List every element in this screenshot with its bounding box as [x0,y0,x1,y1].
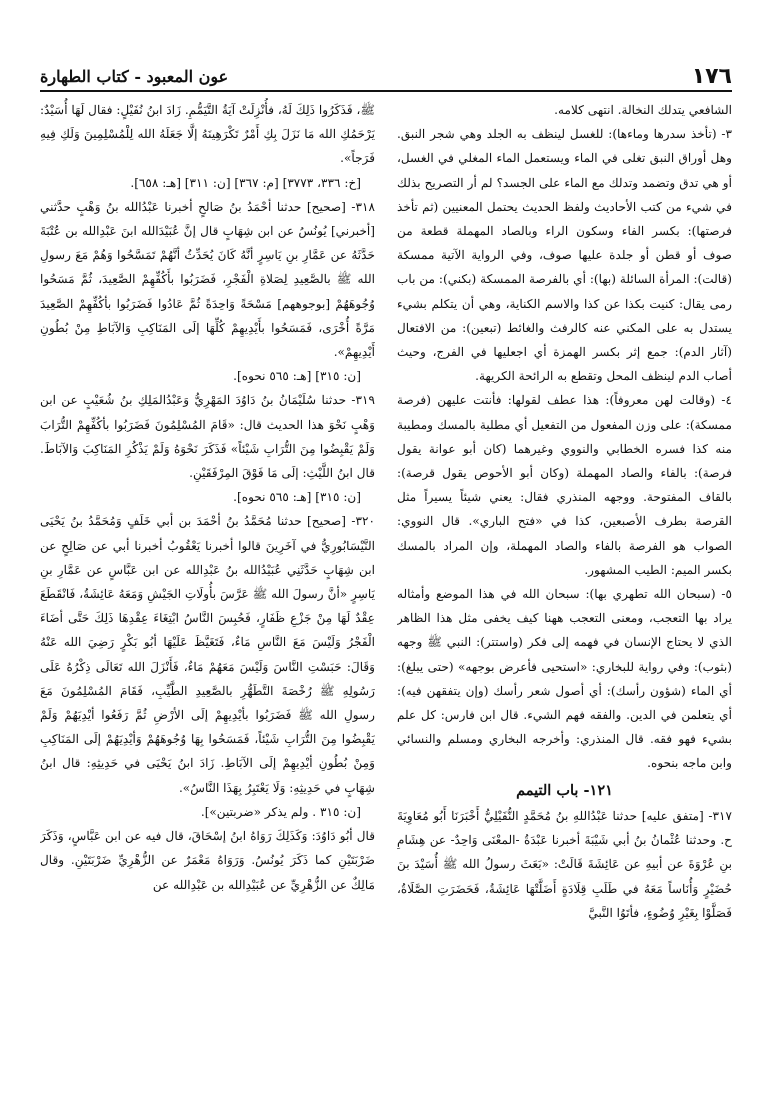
commentary-3: ٣- (تأخذ سدرها وماءها): للغسل لينظف به الجلد وهي شجر النبق. وهل أوراق النبق تغلى في الماء ويستعمل الماء المغلي في الغسل، أو هي تدق وتضمد وتدلك مع الماء على الجسد؟ لم أر التصريح بذلك في شيء من كتب الأحاديث ولفظ الحديث يحتمل المعنيين (ثم تأخذ فرصتها): بكسر الفاء وسكون الراء وبالصاد المهملة قطعة من صوف أو قطن أو جلدة عليها صوف، وفي الرواية الآتية ممسكة (قالت): المرأة السائلة (بها): أي بالفرصة الممسكة (بكني): من باب رمى يقال: كنيت بكذا عن كذا والاسم الكناية، وهي أن يتكلم بشيء يستدل به على المكني عنه كالرفث والغائط (تبعين): من الافتعال (آثار الدم): جمع إثر بكسر الهمزة أي اجعليها في الفرج، وحيث أصاب الدم لينظف المحل وتقطع به الرائحة الكريهة. [397,127,732,384]
commentary-5: ٥- (سبحان الله تطهري بها): سبحان الله في هذا الموضع وأمثاله يراد بها التعجب، ومعنى التعجب ههنا كيف يخفى مثل هذا الظاهر الذي لا يحتاج الإنسان في فهمه إلى فكر (واستتر): النبي ﷺ وجهه (بثوب): وفي رواية للبخاري: «استحيى فأعرض بوجهه» (حتى يبلغ): أي الماء (شؤون رأسك): أي أصول شعر رأسك (وإن يتفقهن فيه): أي يتعلمن في الدين. والفقه فهم الشيء. قال ابن فارس: كل علم بشيء فهو فقه. قال المنذري: وأخرجه البخاري ومسلم والنسائي وابن ماجه بنحوه. [397,587,732,771]
commentary-4: ٤- (وقالت لهن معروفاً): هذا عطف لقولها: فأنتت عليهن (فرصة ممسكة): على وزن المفعول من التفعيل أي مطلية بالمسك ومطيبة منه كذا فسره الخطابي والنووي وغيرهما (كان أبو عوانة يقول فرصة): بالفاء والصاد المهملة (وكان أبو الأحوص يقول قرصة): بالقاف المفتوحة. ووجهه المنذري فقال: يعني شيئاً يسيراً مثل القرصة بطرف الأصبعين، كذا في «فتح الباري». قال النووي: الصواب هو الفرصة بالفاء والصاد المهملة، وإن المراد بالمسك بكسر الميم: الطيب المشهور. [397,393,732,577]
text-columns [40,98,732,1099]
paragraph: الشافعي يتدلك النخالة. انتهى كلامه. [554,103,732,117]
running-header [40,52,732,92]
paragraph: قال أبُو دَاوُدَ: وَكَذَلِكَ رَوَاهُ ابنُ إسْحَاقَ، قال فيه عن ابن عَبَّاسٍ، وَذَكَرَ ضَرْبَتَيْنِ كما ذَكَرَ يُونُسُ. وَرَوَاهُ مَعْمَرٌ عن الزُّهْرِيِّ ضَرْبَتَيْنِ. وقال مَالِكٌ عن الزُّهْرِيِّ عن عُبَيْدِالله بن عَبْدِالله عن [40,829,375,892]
reference-note: [ن: ٣١٥] [هـ: ٥٦٥ نحوه]. [233,490,361,505]
book-title: عون المعبود - كتاب الطهارة [40,67,229,86]
reference-note: [ن: ٣١٥] [هـ: ٥٦٥ نحوه]. [233,369,361,384]
right-column [397,98,732,1099]
hadith-319: ٣١٩- حدثنا سُلَيْمَانُ بنُ دَاوُدَ المَهْرِيُّ وَعَبْدُالمَلِكِ بنُ شُعَيْبٍ عن ابن وَهْبٍ نَحْوَ هذا الحديث قال: «قَامَ المُسْلِمُونَ فَضَرَبُوا بأكُفِّهِمْ التُّرَابَ وَلَمْ يَقْبِضُوا مِنَ التُّرَابِ شَيْئاً» فَذَكَرَ نَحْوَهُ وَلَمْ يَذْكُرِ المَنَاكِبَ وَالآبَاطَ. قال ابنُ اللَّيْثِ: إلَى مَا فَوْقَ المِرْفَقَيْنِ. [40,393,375,481]
chapter-heading: ١٢١- باب التيمم [516,781,613,799]
paragraph: ﷺ، فَذَكَرُوا ذَلِكَ لَهُ، فأُنْزِلَتْ آيَةُ التَّيَمُّمِ. زَادَ ابنُ نُفَيْلٍ: فقال لَهَا أُسَيْدٌ: يَرْحَمُكِ الله مَا نَزَلَ بِكِ أَمْرٌ تَكْرَهِينَهُ إلَّا جَعَلَهُ الله لِلْمُسْلِمِينَ وَلَكِ فِيهِ فَرَجاً». [40,103,375,166]
reference-note: [ن: ٣١٥ . ولم يذكر «ضربتين»]. [200,804,361,819]
page-number: ١٧٦ [691,64,732,89]
hadith-318: ٣١٨- [صحيح] حدثنا أحْمَدُ بنُ صَالحٍ أخبرنا عَبْدُالله بنُ وَهْبٍ حدَّثني [أخبرني] يُونُسُ عن ابن شِهَابٍ قال إنَّ عُبَيْدَالله ابنَ عَبْدِالله بن عُتْبَةَ حَدَّثَهُ عن عَمَّارِ بنِ يَاسِرٍ أنَّهُ كَانَ يُحَدِّثُ أنَّهُمْ تَمَسَّحُوا وَهُمْ مَعَ رسولِ الله ﷺ بالصَّعِيدِ لِصَلاةِ الْفَجْرِ، فَضَرَبُوا بأَكُفِّهِمْ الصَّعِيدَ، ثُمَّ مَسَحُوا وُجُوهَهُمْ [بوجوههم] مَسْحَةً وَاحِدَةً ثُمَّ عَادُوا فَضَرَبُوا بأكُفِّهِمْ الصَّعِيدَ مَرَّةً أُخْرَى، فَمَسَحُوا بأَيْدِيهِمْ كُلِّهَا إلَى المَنَاكِبِ وَالآبَاطِ مِنْ بُطُونِ أَيْدِيهِمْ». [40,199,375,360]
hadith-320: ٣٢٠- [صحيح] حدثنا مُحَمَّدُ بنُ أحْمَدَ بن أبي خَلَفٍ وَمُحَمَّدُ بنُ يَحْيَى النَّيْسَابُورِيُّ في آخَرِينَ قالوا أخبرنا يَعْقُوبُ أخبرنا أبي عن صَالِحٍ عن ابن شِهَابٍ حَدَّثَنِي عُبَيْدُالله بنُ عَبْدِالله عن ابن عَبَّاسٍ عن عَمَّارِ بنِ يَاسِرٍ «أنَّ رسولَ الله ﷺ عَرَّسَ بأُولَاتِ الجَيْشِ وَمَعَهُ عَائِشَةُ، فَانْقَطَعَ عِقْدٌ لَهَا مِنْ جَزْعِ ظَفَارٍ، فَحُبِسَ النَّاسُ ابْتِغَاءَ عِقْدِهَا ذَلِكَ حَتَّى أضَاءَ الْفَجْرُ وَلَيْسَ مَعَ النَّاسِ مَاءٌ، فَتَغَيَّظَ عَلَيْهَا أبُو بَكْرٍ رَضِيَ الله عَنْهُ وَقَالَ: حَبَسْتِ النَّاسَ وَلَيْسَ مَعَهُمْ مَاءٌ، فَأَنْزَلَ الله تَعَالَى ذِكْرُهُ عَلَى رَسُولِهِ ﷺ رُخْصَةَ التَّطَهُّرِ بالصَّعِيدِ الطَّيِّبِ، فَقَامَ المُسْلِمُونَ مَعَ رسولِ الله ﷺ فَضَرَبُوا بأيْدِيهِمْ إلَى الأرْضِ ثُمَّ رَفَعُوا أيْدِيَهُمْ وَلَمْ يَقْبِضُوا مِنَ التُّرَابِ شَيْئاً، فَمَسَحُوا بِهَا وُجُوهَهُمْ وَأيْدِيَهُمْ إلَى المَنَاكِبِ وَمِنْ بُطُونِ أيْدِيهِمْ إلَى الآبَاطِ. زَادَ ابنُ يَحْيَى في حَدِيثِهِ: قال ابنُ شِهَابٍ في حَدِيثِهِ: وَلَا يَعْتَبِرُ بِهَذَا النَّاسُ». [40,514,375,795]
hadith-317: ٣١٧- [متفق عليه] حدثنا عَبْدُاللهِ بنُ مُحَمَّدٍ النُّفَيْلِيُّ أَخْبَرَنَا أَبُو مُعَاوِيَةَ ح. وحدثنا عُثْمانُ بنُ أبي شَيْبَةَ أخبرنا عَبْدَةُ -المعْنَى وَاحِدٌ- عن هِشَامِ بنِ عُرْوَةَ عن أبيهِ عن عَائِشَةَ قَالَتْ: «بَعَثَ رسولُ الله ﷺ أُسَيْدَ بنَ حُضَيْرٍ وَأُنَاساً مَعَهُ في طَلَبِ قِلَادَةٍ أَضَلَّتْهَا عَائِشَةُ، فَحَضَرَتِ الصَّلَاةُ، فَصَلَّوْا بِغَيْرِ وُضُوءٍ، فأتَوُا النَّبيَّ [397,808,732,920]
left-column [40,98,375,1099]
reference-note: [خ: ٣٣٦، ٣٧٧٣] [م: ٣٦٧] [ن: ٣١١] [هـ: ٦٥٨]. [130,175,361,190]
